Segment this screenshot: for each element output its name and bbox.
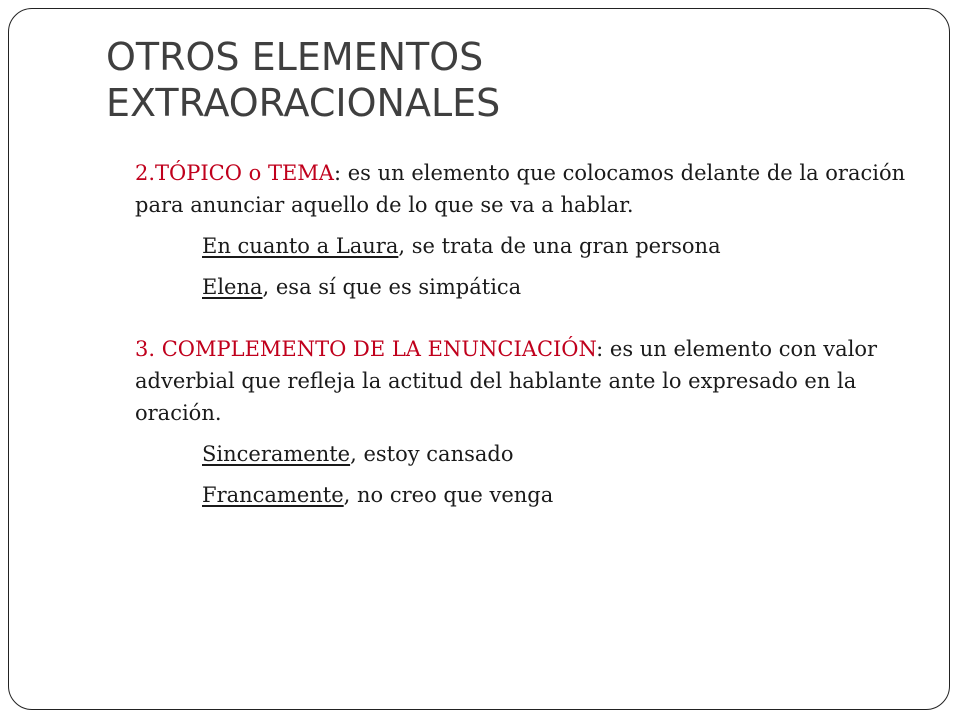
example-line: [135, 271, 915, 303]
example-text: , no creo que venga: [343, 483, 554, 507]
section-2-heading: 2.TÓPICO o TEMA: [135, 161, 334, 185]
example-keyword: Sinceramente: [202, 442, 351, 466]
title-line-1: OTROS ELEMENTOS: [106, 35, 484, 79]
section-3-heading: 3. COMPLEMENTO DE LA ENUNCIACIÓN: [135, 337, 597, 361]
example-text: , estoy cansado: [350, 442, 514, 466]
example-line: [135, 438, 915, 470]
slide-body: [135, 157, 915, 511]
example-line: [135, 230, 915, 262]
example-text: , se trata de una gran persona: [398, 234, 721, 258]
example-line: [135, 479, 915, 511]
example-keyword: Francamente: [202, 483, 344, 507]
example-text: , esa sí que es simpática: [262, 275, 522, 299]
slide-title: [106, 34, 886, 126]
section-3-text: : es un elemento con valor adverbial que refleja la actitud del hablante ante lo expresado en la oración.: [135, 337, 878, 425]
section-2-text: : es un elemento que colocamos delante de la oración para anunciar aquello de lo que se va a hablar.: [135, 161, 906, 217]
title-line-2: EXTRAORACIONALES: [106, 81, 501, 125]
example-keyword: En cuanto a Laura: [202, 234, 399, 258]
section-3-paragraph: [135, 333, 915, 429]
section-2-paragraph: [135, 157, 915, 221]
example-keyword: Elena: [202, 275, 263, 299]
